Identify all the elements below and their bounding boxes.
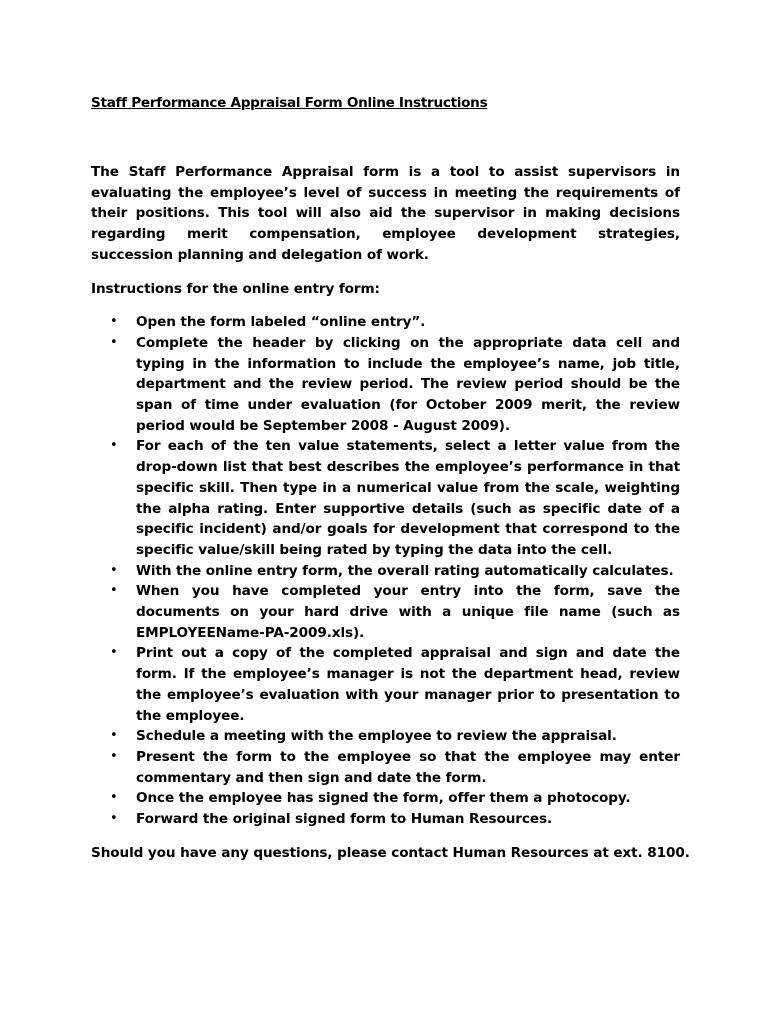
list-item xyxy=(91,333,680,437)
list-item xyxy=(91,561,680,582)
step-text: Present the form to the employee so that the employee may enter commentary and then sign and date the form. xyxy=(136,748,680,786)
list-item xyxy=(91,726,680,747)
step-text: With the online entry form, the overall rating automatically calculates. xyxy=(136,562,674,579)
step-text: For each of the ten value statements, select a letter value from the drop-down list that best describes the employee’s performance in that specific skill. Then type in a numerical value from the scale, weighting the alpha rating. Enter supportive details (such as specific date of a specific incident) and/or goals for development that correspond to the specific value/skill being rated by typing the data into the cell. xyxy=(136,438,680,558)
bullet-icon: • xyxy=(110,583,118,599)
intro-paragraph: The Staff Performance Appraisal form is a tool to assist supervisors in evaluating the employee’s level of success in meeting the requirements of their positions. This tool will also aid the supervisor in making decisions regarding merit compensation, employee development strategies, succession planning and delegation of work. xyxy=(91,164,680,263)
instructions-list xyxy=(91,312,680,830)
bullet-icon: • xyxy=(110,562,118,578)
bullet-icon: • xyxy=(110,645,118,661)
list-item xyxy=(91,809,680,830)
step-text: Open the form labeled “online entry”. xyxy=(136,314,426,331)
list-item xyxy=(91,747,680,788)
instructions-heading: Instructions for the online entry form: xyxy=(91,280,380,297)
list-item xyxy=(91,436,680,560)
step-text: Forward the original signed form to Human Resources. xyxy=(136,811,553,828)
step-text: Schedule a meeting with the employee to review the appraisal. xyxy=(136,728,617,745)
step-text: Complete the header by clicking on the appropriate data cell and typing in the information to include the employee’s name, job title, department and the review period. The review period should be the span of time under evaluation (for October 2009 merit, the review period would be September 2008 - August 2009). xyxy=(136,334,680,434)
list-item xyxy=(91,581,680,643)
bullet-icon: • xyxy=(110,728,118,744)
closing-paragraph: Should you have any questions, please contact Human Resources at ext. 8100. xyxy=(91,844,690,861)
step-text: Once the employee has signed the form, offer them a photocopy. xyxy=(136,790,631,807)
step-text: Print out a copy of the completed appraisal and sign and date the form. If the employee’s manager is not the department head, review the employee’s evaluation with your manager prior to presentation to the employee. xyxy=(136,645,680,724)
document-page xyxy=(91,94,690,864)
list-item xyxy=(91,788,680,809)
bullet-icon: • xyxy=(110,438,118,454)
bullet-icon: • xyxy=(110,811,118,827)
bullet-icon: • xyxy=(110,748,118,764)
bullet-icon: • xyxy=(110,790,118,806)
bullet-icon: • xyxy=(110,334,118,350)
document-title: Staff Performance Appraisal Form Online Instructions xyxy=(91,95,488,111)
list-item xyxy=(91,643,680,726)
list-item xyxy=(91,312,680,333)
bullet-icon: • xyxy=(110,314,118,330)
step-text: When you have completed your entry into the form, save the documents on your hard drive with a unique file name (such as EMPLOYEEName-PA-2009.xls). xyxy=(136,583,680,641)
